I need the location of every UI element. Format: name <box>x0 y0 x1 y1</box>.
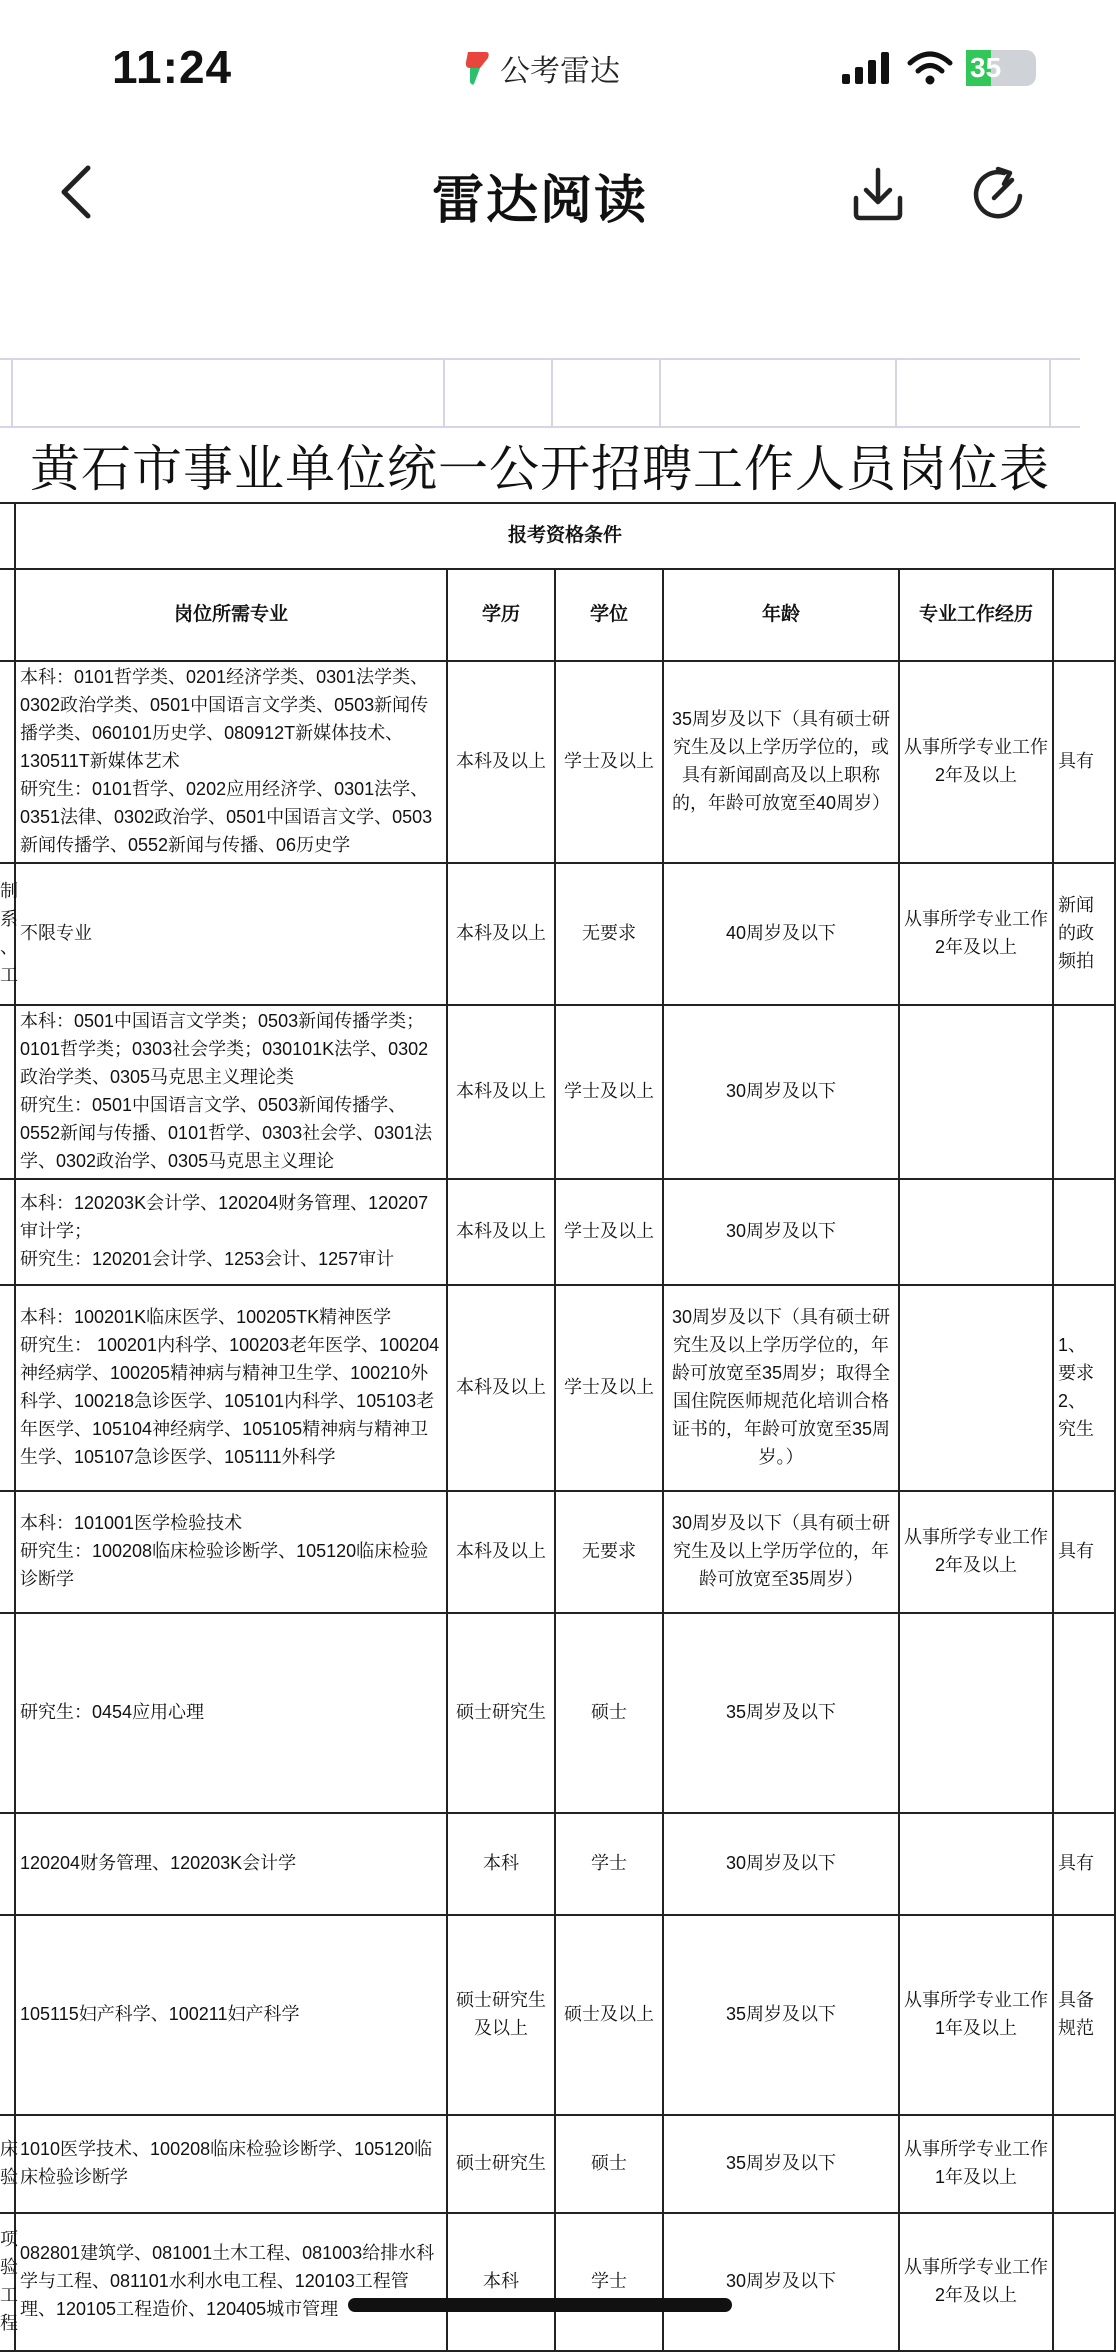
table-row <box>0 1005 1115 1179</box>
table-cell-experience: 从事所学专业工作2年及以上 <box>899 2213 1053 2351</box>
table-cell-major: 120204财务管理、120203K会计学 <box>15 1813 447 1915</box>
table-row <box>0 1179 1115 1285</box>
battery-level: 35 <box>970 52 1002 83</box>
table-cell-left <box>0 1285 15 1491</box>
table-cell-age: 35周岁及以下（具有硕士研究生及以上学历学位的，或具有新闻副高及以上职称的，年龄可放宽至40周岁） <box>663 661 899 863</box>
table-row <box>0 863 1115 1005</box>
table-cell-left <box>0 661 15 863</box>
table-cell-education: 硕士研究生 <box>447 2115 555 2213</box>
table-cell-left: 项 验 工 程 <box>0 2213 15 2351</box>
table-cell-experience <box>899 1613 1053 1813</box>
table-cell-age: 30周岁及以下 <box>663 1179 899 1285</box>
table-cell-experience <box>899 1813 1053 1915</box>
table-cell-age: 35周岁及以下 <box>663 1613 899 1813</box>
table-cell-age: 30周岁及以下 <box>663 1005 899 1179</box>
status-brand <box>462 46 620 90</box>
spreadsheet-grid-strip <box>0 358 1080 428</box>
table-cell-experience: 从事所学专业工作2年及以上 <box>899 1491 1053 1613</box>
table-cell-age: 35周岁及以下 <box>663 1915 899 2115</box>
table-cell-other <box>1053 1179 1115 1285</box>
table-cell-age: 30周岁及以下 <box>663 2213 899 2351</box>
table-cell-other <box>1053 2115 1115 2213</box>
status-icons <box>842 50 1036 86</box>
table-cell-other <box>1053 1005 1115 1179</box>
table-cell-left <box>0 1813 15 1915</box>
table-cell-education: 本科及以上 <box>447 1491 555 1613</box>
column-header-major: 岗位所需专业 <box>15 569 447 661</box>
table-cell-degree: 学士及以上 <box>555 1285 663 1491</box>
cellular-signal-icon <box>842 52 894 84</box>
table-cell-experience: 从事所学专业工作1年及以上 <box>899 1915 1053 2115</box>
table-cell-education: 本科及以上 <box>447 1179 555 1285</box>
column-header-experience: 专业工作经历 <box>899 569 1053 661</box>
table-cell-major: 本科：120203K会计学、120204财务管理、120207审计学； 研究生：120201会计学、1253会计、1257审计 <box>15 1179 447 1285</box>
table-cell-left <box>0 1915 15 2115</box>
table-cell-degree: 学士及以上 <box>555 661 663 863</box>
nav-bar <box>0 140 1080 251</box>
table-cell-experience <box>899 1179 1053 1285</box>
table-cell-education: 本科 <box>447 1813 555 1915</box>
table-cell-age: 30周岁及以下（具有硕士研究生及以上学历学位的，年龄可放宽至35周岁） <box>663 1491 899 1613</box>
home-indicator[interactable] <box>348 2298 732 2312</box>
table-row <box>0 1285 1115 1491</box>
table-cell-other: 1、 要求 2、 究生 <box>1053 1285 1115 1491</box>
table-row <box>0 2213 1115 2351</box>
share-icon[interactable] <box>968 164 1028 224</box>
column-header-degree: 学位 <box>555 569 663 661</box>
table-cell-other: 具有 <box>1053 661 1115 863</box>
table-cell-left: 制 系 、 工 <box>0 863 15 1005</box>
table-cell-other <box>1053 2213 1115 2351</box>
table-cell-major: 本科：0101哲学类、0201经济学类、0301法学类、0302政治学类、0501中国语言文学类、0503新闻传播学类、060101历史学、080912T新媒体技术、130511T新媒体艺术 研究生：0101哲学、0202应用经济学、0301法学、0351法律、0302政治学、0501中国语言文学、0503新闻传播学、0552新闻与传播、06历史学 <box>15 661 447 863</box>
table-cell-age: 30周岁及以下 <box>663 1813 899 1915</box>
document-viewer[interactable] <box>0 250 1094 2337</box>
table-cell-other <box>1053 1613 1115 1813</box>
table-cell-experience <box>899 1285 1053 1491</box>
table-cell-experience: 从事所学专业工作1年及以上 <box>899 2115 1053 2213</box>
table-cell-education: 硕士研究生及以上 <box>447 1915 555 2115</box>
table-row <box>0 661 1115 863</box>
table-cell-experience: 从事所学专业工作2年及以上 <box>899 863 1053 1005</box>
table-cell-degree: 学士及以上 <box>555 1005 663 1179</box>
table-cell-major: 研究生：0454应用心理 <box>15 1613 447 1813</box>
table-cell-left: 床 验 <box>0 2115 15 2213</box>
table-column-header-row <box>0 569 1115 661</box>
table-cell-age: 30周岁及以下（具有硕士研究生及以上学历学位的，年龄可放宽至35周岁；取得全国住院医师规范化培训合格证书的，年龄可放宽至35周岁。） <box>663 1285 899 1491</box>
table-cell-degree: 学士及以上 <box>555 1179 663 1285</box>
table-cell-education: 本科及以上 <box>447 863 555 1005</box>
download-icon[interactable] <box>848 164 908 224</box>
table-cell-major: 本科：0501中国语言文学类；0503新闻传播学类；0101哲学类；0303社会学类；030101K法学、0302政治学类、0305马克思主义理论类 研究生：0501中国语言文学、0503新闻传播学、0552新闻与传播、0101哲学、0303社会学、0301法学、0302政治学、0305马克思主义理论 <box>15 1005 447 1179</box>
status-bar <box>0 0 1080 140</box>
column-header-other <box>1053 569 1115 661</box>
table-cell-experience: 从事所学专业工作2年及以上 <box>899 661 1053 863</box>
table-cell-age: 35周岁及以下 <box>663 2115 899 2213</box>
table-body <box>0 661 1115 2351</box>
column-header-age: 年龄 <box>663 569 899 661</box>
table-cell-left <box>0 1613 15 1813</box>
table-row <box>0 1915 1115 2115</box>
table-row <box>0 1813 1115 1915</box>
table-cell-other: 新闻 的政 频拍 <box>1053 863 1115 1005</box>
table-cell-other: 具有 <box>1053 1491 1115 1613</box>
status-time: 11:24 <box>112 41 233 93</box>
status-brand-text: 公考雷达 <box>500 55 620 88</box>
battery-icon <box>966 50 1036 86</box>
table-cell-major: 不限专业 <box>15 863 447 1005</box>
wifi-icon <box>908 51 952 85</box>
table-cell-left <box>0 1491 15 1613</box>
table-row <box>0 2115 1115 2213</box>
table-cell-major: 本科：101001医学检验技术 研究生：100208临床检验诊断学、105120临床检验诊断学 <box>15 1491 447 1613</box>
table-cell-left <box>0 1179 15 1285</box>
table-cell-left <box>0 503 15 569</box>
table-cell-degree: 硕士及以上 <box>555 1915 663 2115</box>
table-cell-major: 本科：100201K临床医学、100205TK精神医学 研究生： 100201内科学、100203老年医学、100204神经病学、100205精神病与精神卫生学、100210外科学、100218急诊医学、105101内科学、105103老年医学、105104神经病学、105105精神病与精神卫生学、105107急诊医学、105111外科学 <box>15 1285 447 1491</box>
table-cell-age: 40周岁及以下 <box>663 863 899 1005</box>
table-cell-education: 本科及以上 <box>447 1005 555 1179</box>
column-header-education: 学历 <box>447 569 555 661</box>
table-cell-education: 硕士研究生 <box>447 1613 555 1813</box>
table-cell-left <box>0 1005 15 1179</box>
table-cell-experience <box>899 1005 1053 1179</box>
table-cell-other: 具备 规范 <box>1053 1915 1115 2115</box>
table-cell-degree: 硕士 <box>555 1613 663 1813</box>
table-cell-major: 105115妇产科学、100211妇产科学 <box>15 1915 447 2115</box>
table-cell-education: 本科 <box>447 2213 555 2351</box>
page-title: 雷达阅读 <box>431 172 648 230</box>
table-cell-education: 本科及以上 <box>447 661 555 863</box>
table-row <box>0 1613 1115 1813</box>
table-cell-education: 本科及以上 <box>447 1285 555 1491</box>
table-cell-degree: 无要求 <box>555 1491 663 1613</box>
table-cell-major: 1010医学技术、100208临床检验诊断学、105120临床检验诊断学 <box>15 2115 447 2213</box>
table-cell-degree: 硕士 <box>555 2115 663 2213</box>
table-row <box>0 1491 1115 1613</box>
table-cell-other: 具有 <box>1053 1813 1115 1915</box>
table-cell-degree: 学士 <box>555 2213 663 2351</box>
table-group-header-row <box>0 503 1115 569</box>
qualification-group-header: 报考资格条件 <box>15 503 1115 569</box>
table-cell-left <box>0 569 15 661</box>
document-title: 黄石市事业单位统一公开招聘工作人员岗位表 <box>30 441 1050 497</box>
table-cell-degree: 学士 <box>555 1813 663 1915</box>
table-cell-degree: 无要求 <box>555 863 663 1005</box>
table-cell-major: 082801建筑学、081001土木工程、081003给排水科学与工程、081101水利水电工程、120103工程管理、120105工程造价、120405城市管理 <box>15 2213 447 2351</box>
positions-table <box>0 502 1116 2352</box>
brand-logo-icon <box>462 50 492 86</box>
